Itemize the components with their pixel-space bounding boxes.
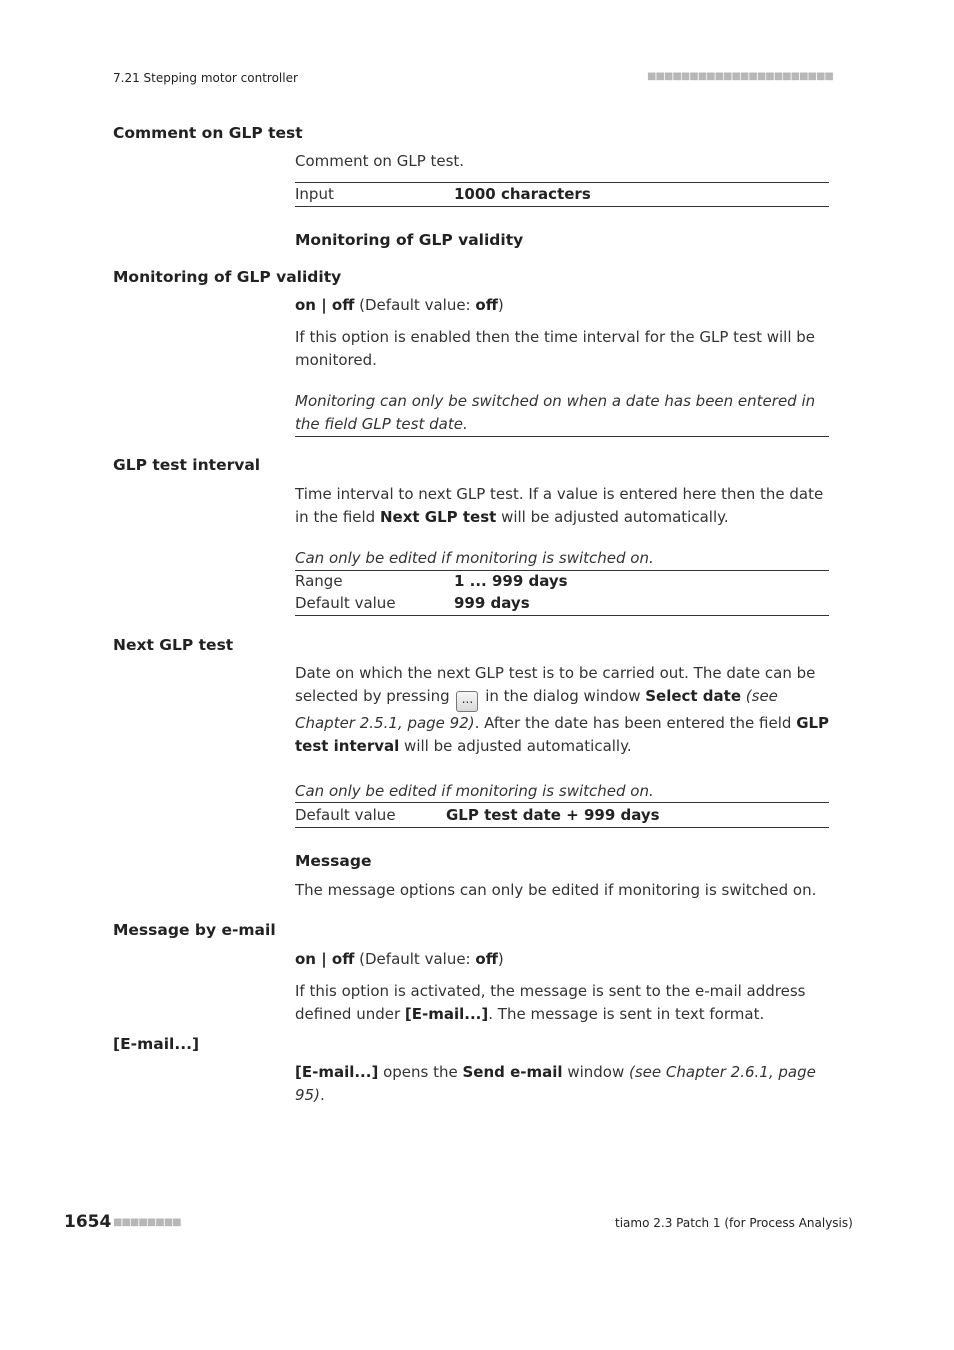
heading-comment-glp: Comment on GLP test	[113, 124, 303, 142]
ellipsis-button-icon: ...	[456, 691, 478, 712]
table-rule	[295, 827, 829, 828]
table-row	[295, 570, 829, 592]
default-prefix: (Default value:	[354, 950, 476, 968]
next-note: Can only be edited if monitoring is switched on.	[295, 782, 654, 800]
interval-note: Can only be edited if monitoring is switched on.	[295, 549, 654, 567]
next-desc-dialog: Select date	[645, 687, 742, 705]
default-suffix: )	[497, 950, 504, 968]
running-header-section: 7.21 Stepping motor controller	[113, 71, 298, 85]
default-value: off	[475, 950, 498, 968]
range-value: 1 ... 999 days	[454, 572, 568, 590]
option-sep: |	[315, 296, 332, 314]
option-sep: |	[315, 950, 332, 968]
range-label: Range	[295, 572, 343, 590]
table-rule	[295, 206, 829, 207]
email-options	[295, 948, 830, 971]
next-desc-ref: (see Chapter 2.5.1, page 92)	[295, 687, 778, 732]
default-prefix: (Default value:	[354, 296, 476, 314]
option-on: on	[295, 296, 316, 314]
table-row	[295, 592, 829, 614]
email-btn-ref: (see Chapter 2.6.1, page 95)	[295, 1063, 816, 1104]
next-desc-b: in the dialog window	[480, 687, 646, 705]
email-btn-desc-d: window	[562, 1063, 630, 1081]
heading-next-glp: Next GLP test	[113, 636, 234, 654]
email-desc-button: [E-mail...]	[404, 1005, 489, 1023]
email-desc-a: If this option is activated, the message is sent to the e-mail address defined under	[295, 982, 806, 1023]
heading-glp-interval: GLP test interval	[113, 456, 261, 474]
header-dots: ■■■■■■■■■■■■■■■■■■■■■■	[647, 71, 833, 82]
default-value: 999 days	[454, 594, 530, 612]
footer-dots: ■■■■■■■■	[113, 1217, 181, 1228]
next-desc-e: . After the date has been entered the field	[474, 714, 797, 732]
heading-message-email: Message by e-mail	[113, 921, 276, 939]
table-rule	[295, 436, 829, 437]
default-label: Default value	[295, 594, 396, 612]
heading-email-button: [E-mail...]	[113, 1035, 200, 1053]
table-rule	[295, 615, 829, 616]
next-desc	[295, 662, 830, 758]
interval-desc-a: Time interval to next GLP test. If a value is entered here then the date in the field	[295, 485, 824, 526]
next-desc-a: Date on which the next GLP test is to be carried out. The date can be selected by pressing	[295, 664, 816, 705]
monitoring-desc: If this option is enabled then the time interval for the GLP test will be monitored.	[295, 328, 816, 369]
comment-glp-desc: Comment on GLP test.	[295, 152, 465, 170]
email-desc-c: . The message is sent in text format.	[488, 1005, 765, 1023]
table-rule	[295, 802, 829, 803]
monitoring-options	[295, 294, 830, 317]
heading-monitoring: Monitoring of GLP validity	[113, 268, 342, 286]
next-desc-g: will be adjusted automatically.	[399, 737, 632, 755]
subheading-monitoring: Monitoring of GLP validity	[295, 231, 524, 249]
interval-desc-c: will be adjusted automatically.	[496, 508, 729, 526]
default-label: Default value	[295, 806, 396, 824]
interval-desc	[295, 483, 830, 529]
message-desc: The message options can only be edited if monitoring is switched on.	[295, 881, 817, 899]
input-label: Input	[295, 185, 334, 203]
input-value: 1000 characters	[454, 185, 591, 203]
default-value: GLP test date + 999 days	[446, 806, 660, 824]
email-btn-name: [E-mail...]	[295, 1063, 379, 1081]
footer-product: tiamo 2.3 Patch 1 (for Process Analysis)	[615, 1216, 853, 1230]
option-off: off	[331, 950, 355, 968]
email-btn-desc-b: opens the	[378, 1063, 463, 1081]
email-btn-window: Send e-mail	[462, 1063, 563, 1081]
email-btn-desc-f: .	[319, 1086, 325, 1104]
next-desc-field: GLP test interval	[295, 714, 830, 755]
default-suffix: )	[497, 296, 504, 314]
default-value: off	[475, 296, 498, 314]
monitoring-note: Monitoring can only be switched on when a date has been entered in the field GLP test date.	[295, 392, 816, 433]
page-number: 1654	[64, 1212, 112, 1232]
subheading-message: Message	[295, 852, 372, 870]
interval-desc-field: Next GLP test	[379, 508, 497, 526]
email-button-desc	[295, 1061, 830, 1107]
option-on: on	[295, 950, 316, 968]
table-row	[295, 183, 829, 205]
table-row	[295, 804, 829, 826]
option-off: off	[331, 296, 355, 314]
email-desc	[295, 980, 830, 1026]
